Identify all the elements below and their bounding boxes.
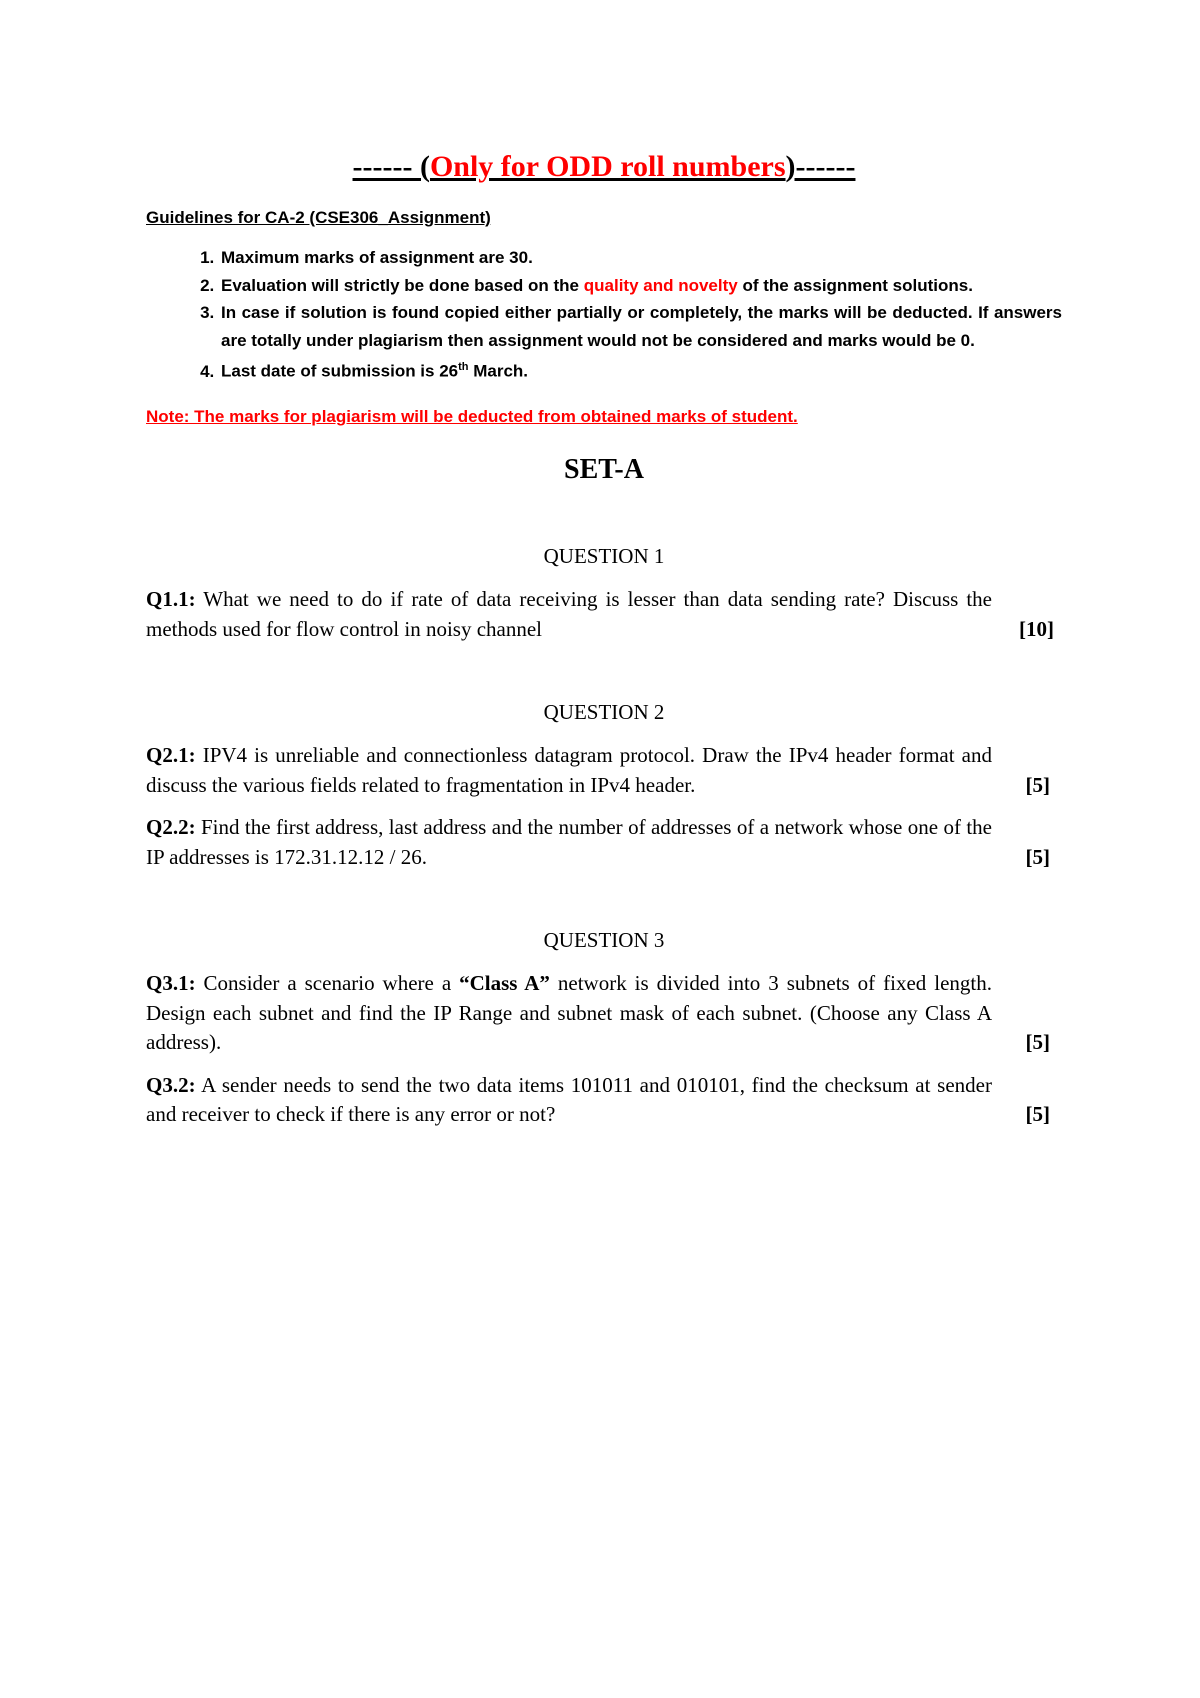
guideline-text: of the assignment solutions. xyxy=(737,275,973,295)
guidelines-list xyxy=(146,244,1062,385)
question-id: Q3.2: xyxy=(146,1072,196,1097)
odd-roll-banner xyxy=(146,148,1062,186)
question-heading: QUESTION 3 xyxy=(543,928,665,953)
question-heading: QUESTION 1 xyxy=(543,544,665,569)
marks-label: [5] xyxy=(1025,844,1050,869)
question-text: network is divided into 3 subnets of fixed length. Design each subnet and find the IP Range and subnet mask of each subnet. (Choose any Class A address). xyxy=(146,971,992,1055)
guideline-text: Maximum marks of assignment are 30. xyxy=(221,248,533,267)
guideline-text: Last date of submission is 26 xyxy=(221,361,459,381)
question-text: Consider a scenario where a xyxy=(195,971,460,996)
marks-label: [5] xyxy=(1025,1030,1050,1055)
question-part xyxy=(146,813,1062,872)
question-id: Q1.1: xyxy=(146,587,196,612)
banner-highlight: Only for ODD roll numbers xyxy=(429,150,786,183)
question-set xyxy=(146,453,1062,1130)
guideline-text: In case if solution is found copied either partially or completely, the marks will be deducted. If answers are totally under plagiarism then assignment would not be considered and marks would be 0. xyxy=(221,303,1062,350)
guideline-text: Evaluation will strictly be done based on the xyxy=(221,275,584,295)
question-text: Find the first address, last address and the number of addresses of a network whose one of the IP addresses is 172.31.12.12 / 26. xyxy=(146,815,992,869)
marks-label: [10] xyxy=(1019,616,1054,641)
guideline-item xyxy=(219,354,1062,385)
guidelines-section xyxy=(146,206,1062,429)
question-text: A sender needs to send the two data items 101011 and 010101, find the checksum at sender and receiver to check if there is any error or not? xyxy=(146,1072,992,1127)
question-id: Q3.1: xyxy=(146,971,196,996)
guideline-item xyxy=(219,272,1062,300)
guideline-item xyxy=(219,244,1062,272)
question-id: Q2.2: xyxy=(146,815,196,840)
guideline-text: March. xyxy=(468,361,529,381)
guideline-highlight: quality and novelty xyxy=(583,275,738,295)
banner-prefix: ------ ( xyxy=(352,150,430,183)
question-part xyxy=(146,585,1062,644)
document-content xyxy=(146,148,1062,1130)
guidelines-title: Guidelines for CA-2 (CSE306_Assignment) xyxy=(146,208,491,227)
question-part xyxy=(146,969,1062,1058)
question-text: IPV4 is unreliable and connectionless datagram protocol. Draw the IPv4 header format and discuss the various fields related to fragmentation in IPv4 header. xyxy=(146,743,992,797)
question-id: Q2.1: xyxy=(146,743,196,768)
question-part xyxy=(146,741,1062,800)
plagiarism-note: Note: The marks for plagiarism will be deducted from obtained marks of student. xyxy=(146,407,798,427)
marks-label: [5] xyxy=(1025,772,1050,797)
banner-suffix: )------ xyxy=(785,150,856,183)
question-heading: QUESTION 2 xyxy=(543,700,665,725)
guideline-item xyxy=(219,299,1062,354)
set-title: SET-A xyxy=(564,454,644,486)
question-text: What we need to do if rate of data receiving is lesser than data sending rate? Discuss the methods used for flow control in noisy channel xyxy=(146,587,992,641)
ordinal-suffix: th xyxy=(458,361,469,373)
question-part xyxy=(146,1071,1062,1130)
marks-label: [5] xyxy=(1025,1102,1050,1127)
question-emphasis: “Class A” xyxy=(459,971,550,996)
